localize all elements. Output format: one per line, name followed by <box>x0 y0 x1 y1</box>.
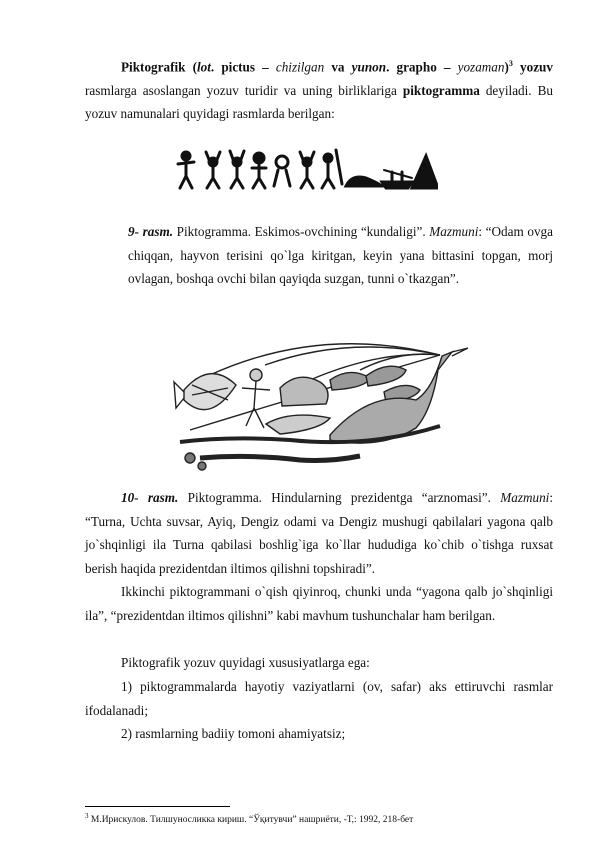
term-title: Piktografik ( <box>121 59 197 75</box>
figure-10-caption: 10- rasm. Piktogramma. Hindularning prezidentga “arznomasi”. Mazmuni: “Turna, Uchta suvsar, Ayiq, Dengiz odami va Dengiz mushugi qabilalari yagona qalb jo`shqinligi ila Turna qabilasi boshlig`iga ko`llar hududiga ko`chib o`tishga ruxsat berish haqida prezidentdan iltimos qilishni topshiradi”. <box>85 490 553 576</box>
intro-paragraph: Piktografik (lot. pictus – chizilgan va yunon. grapho – yozaman)$^3$ yozuv rasmlarga asoslangan yozuv turidir va uning birliklariga piktogramma deyiladi. Bu yozuv namunalari quyidagi rasmlarda berilgan: <box>85 59 553 122</box>
figure-9-caption: 9- rasm. Piktogramma. Eskimos-ovchining “kundaligi”. Mazmuni: “Odam ovga chiqqan, hayvon terisini qo`lga kiritgan, keyin yana bittasini topgan, morj ovlagan, boshqa ovchi bilan qayiqda suzgan, tunni o`tkazgan”. <box>128 224 553 286</box>
figure-9-number: 9- rasm. <box>128 224 174 239</box>
figure-10-number: 10- rasm. <box>121 490 179 505</box>
paragraph-second-pictogram: Ikkinchi piktogrammani o`qish qiyinroq, chunki unda “yagona qalb jo`shqinligi ila”, “prezidentdan iltimos qilishni” kabi mavhum tushunchalar ham berilgan. <box>85 584 553 623</box>
paragraph-features-intro: Piktografik yozuv quyidagi xususiyatlarga ega: <box>121 655 370 670</box>
list-item-1: 1) piktogrammalarda hayotiy vaziyatlarni (ov, safar) aks ettiruvchi rasmlar ifodalanadi; <box>85 679 553 718</box>
footnote-divider <box>85 806 230 807</box>
eskimo-pictogram-image <box>176 148 438 192</box>
footnote: $^3$ М.Ирискулов. Тилшуносликка кириш. “Ўқитувчи” нашриёти, -Т,: 1992, 218-бет <box>85 812 414 826</box>
list-item-2: 2) rasmlarning badiiy tomoni ahamiyatsiz; <box>121 726 346 741</box>
footnote-ref[interactable]: 3 <box>508 59 513 68</box>
petition-pictogram-image <box>170 330 470 480</box>
footnote-mark: 3 <box>85 812 89 820</box>
